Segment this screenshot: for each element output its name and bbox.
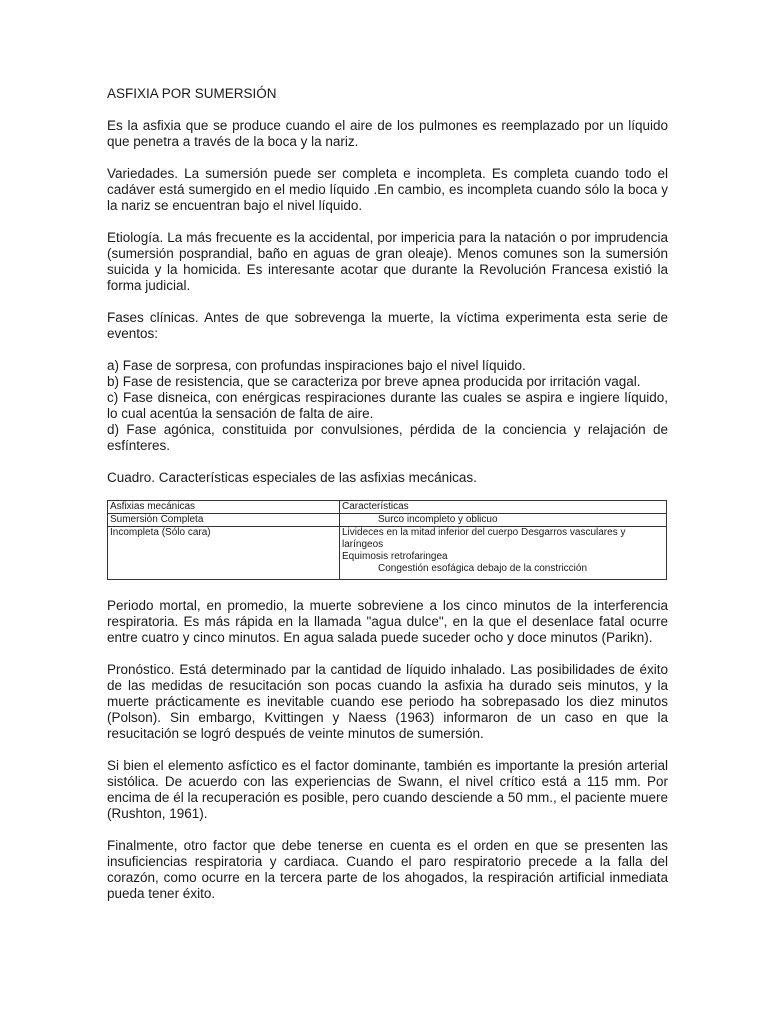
table-cell: Incompleta (Sólo cara) xyxy=(108,527,340,580)
table-caption: Cuadro. Características especiales de las asfixias mecánicas. xyxy=(107,470,477,485)
table-cell-text: Surco incompleto y oblicuo xyxy=(378,514,498,525)
table-cell-text: Congestión esofágica debajo de la constricción xyxy=(378,563,588,574)
paragraph-definition: Es la asfixia que se produce cuando el aire de los pulmones es reemplazado por un líquido que penetra a través de la boca y la nariz. xyxy=(107,118,668,149)
paragraph-pronostico: Pronóstico. Está determinado par la cantidad de líquido inhalado. Las posibilidades de éxito de las medidas de resucitación son pocas cuando la asfixia ha durado seis minutos, y la muerte prácticamente es inevitable cuando ese periodo ha sobrepasado los diez minutos (Polson). Sin embargo, Kvittingen y Naess (1963) informaron de un caso en que la resucitación se logró después de veinte minutos de sumersión. xyxy=(107,662,668,741)
phase-item: c) Fase disneica, con enérgicas respiraciones durante las cuales se aspira e ingiere líquido, lo cual acentúa la sensación de falta de aire. xyxy=(107,390,668,421)
table-header-cell: Asfixias mecánicas xyxy=(108,501,340,514)
document-title: ASFIXIA POR SUMERSIÓN xyxy=(107,86,277,101)
phase-item: b) Fase de resistencia, que se caracteriza por breve apnea producida por irritación vagal. xyxy=(107,374,641,389)
paragraph-finalmente: Finalmente, otro factor que debe tenerse en cuenta es el orden en que se presenten las insuficiencias respiratoria y cardiaca. Cuando el paro respiratorio precede a la falla del corazón, como ocurre en la tercera parte de los ahogados, la respiración artificial inmediata pueda tener éxito. xyxy=(107,838,668,901)
table-header-row xyxy=(108,501,667,514)
phases-list xyxy=(107,358,668,454)
phase-item: d) Fase agónica, constituida por convulsiones, pérdida de la conciencia y relajación de esfínteres. xyxy=(107,422,668,453)
table-header-cell: Características xyxy=(340,501,667,514)
table-cell-text: Livideces en la mitad inferior del cuerpo Desgarros vasculares y laríngeos xyxy=(342,527,626,550)
paragraph-presion-arterial: Si bien el elemento asfíctico es el factor dominante, también es importante la presión arterial sistólica. De acuerdo con las experiencias de Swann, el nivel crítico está a 115 mm. Por encima de él la recuperación es posible, pero cuando desciende a 50 mm., el paciente muere (Rushton, 1961). xyxy=(107,758,668,821)
table-row xyxy=(108,514,667,527)
table-cell xyxy=(340,527,667,580)
table-cell xyxy=(340,514,667,527)
table-row xyxy=(108,527,667,580)
table-cell-text: Equimosis retrofaringea xyxy=(342,551,448,562)
paragraph-etiologia: Etiología. La más frecuente es la accidental, por impericia para la natación o por imprudencia (sumersión posprandial, baño en aguas de gran oleaje). Menos comunes son la sumersión suicida y la homicida. Es interesante acotar que durante la Revolución Francesa existió la forma judicial. xyxy=(107,230,668,293)
table-cell: Sumersión Completa xyxy=(108,514,340,527)
paragraph-variedades: Variedades. La sumersión puede ser completa e incompleta. Es completa cuando todo el cadáver está sumergido en el medio líquido .En cambio, es incompleta cuando sólo la boca y la nariz se encuentran bajo el nivel líquido. xyxy=(107,166,668,213)
phase-item: a) Fase de sorpresa, con profundas inspiraciones bajo el nivel líquido. xyxy=(107,358,526,373)
document-page xyxy=(107,86,668,918)
asfixias-table xyxy=(107,500,667,580)
paragraph-periodo-mortal: Periodo mortal, en promedio, la muerte sobreviene a los cinco minutos de la interferencia respiratoria. Es más rápida en la llamada "agua dulce", en la que el desenlace fatal ocurre entre cuatro y cinco minutos. En agua salada puede suceder ocho y doce minutos (Parikn). xyxy=(107,598,668,645)
paragraph-fases-clinicas: Fases clínicas. Antes de que sobrevenga la muerte, la víctima experimenta esta serie de eventos: xyxy=(107,310,668,341)
